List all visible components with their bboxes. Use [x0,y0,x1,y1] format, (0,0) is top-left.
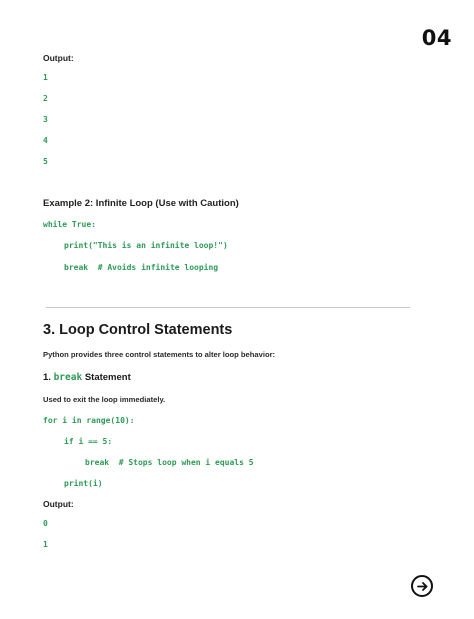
code-line: break # Stops loop when i equals 5 [85,458,254,467]
output-value: 5 [43,157,48,166]
output-value: 4 [43,136,48,145]
code-line: if i == 5: [64,437,113,446]
output-value: 1 [43,540,48,549]
code-line: for i in range(10): [43,416,135,425]
subsection-word: Statement [84,372,131,383]
code-line: print(i) [64,479,103,488]
section-divider [46,307,410,308]
page-number: 04 [421,26,452,50]
subsection-keyword: break [53,372,83,383]
code-line: break # Avoids infinite looping [64,263,219,272]
next-page-button[interactable] [411,575,433,597]
output-label: Output: [43,499,74,509]
subsection-description: Used to exit the loop immediately. [43,395,166,404]
output-value: 3 [43,115,48,124]
output-value: 1 [43,73,48,82]
subsection-number: 1. [43,372,51,383]
arrow-right-circle-icon [416,580,429,593]
output-value: 0 [43,519,48,528]
output-label: Output: [43,53,74,63]
output-value: 2 [43,94,48,103]
example-2-title: Example 2: Infinite Loop (Use with Caution) [43,198,239,209]
subsection-heading [43,372,131,383]
section-intro: Python provides three control statements to alter loop behavior: [43,350,276,359]
code-line: print("This is an infinite loop!") [64,241,228,250]
code-line: while True: [43,220,96,229]
section-title: 3. Loop Control Statements [43,322,233,338]
